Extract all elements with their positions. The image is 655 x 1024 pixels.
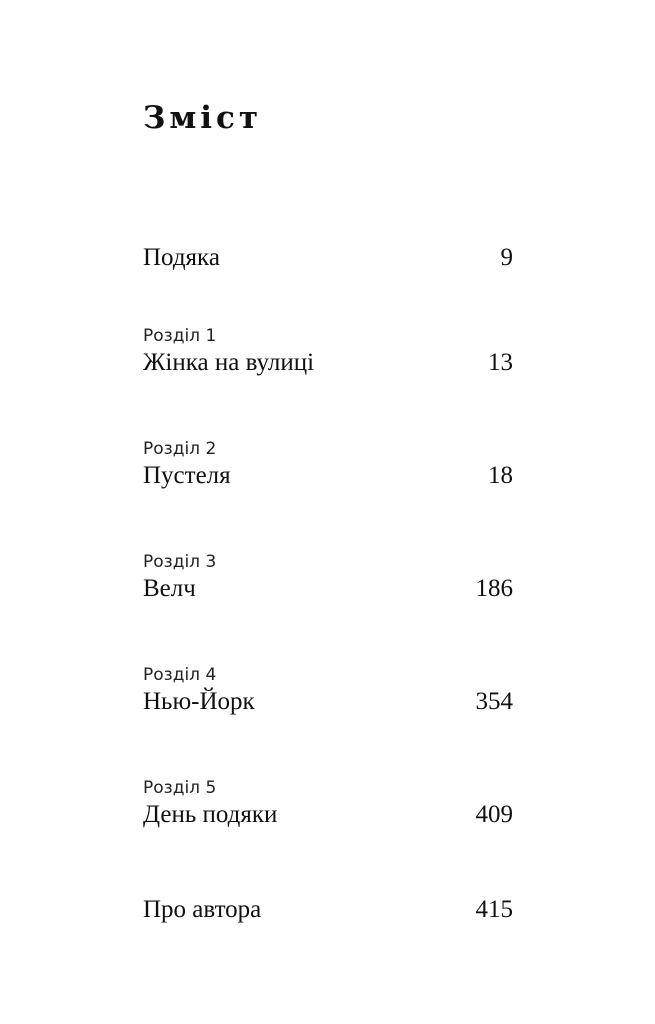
entry-line <box>143 242 513 274</box>
entry-page-number: 415 <box>475 896 513 923</box>
toc-entry-chapter-2[interactable] <box>143 438 513 492</box>
entry-line <box>143 347 513 379</box>
chapter-label: Розділ 5 <box>143 778 217 798</box>
entry-title: Жінка на вулиці <box>143 349 315 376</box>
entry-line <box>143 686 513 718</box>
entry-title: Нью-Йорк <box>143 688 255 715</box>
entry-page-number: 409 <box>475 801 513 828</box>
entry-title: Пустеля <box>143 462 231 489</box>
entry-title: Про автора <box>143 896 262 923</box>
entry-title: Подяка <box>143 244 220 271</box>
chapter-label: Розділ 2 <box>143 439 217 459</box>
entry-title: День подяки <box>143 801 278 828</box>
chapter-label: Розділ 4 <box>143 665 217 685</box>
entry-line <box>143 799 513 831</box>
entry-line <box>143 573 513 605</box>
entry-line <box>143 460 513 492</box>
toc-entry-acknowledgements[interactable] <box>143 242 513 274</box>
toc-entry-chapter-1[interactable] <box>143 325 513 379</box>
chapter-label: Розділ 3 <box>143 552 217 572</box>
toc-entry-chapter-4[interactable] <box>143 664 513 718</box>
entry-page-number: 186 <box>475 575 513 602</box>
entry-page-number: 354 <box>475 688 513 715</box>
toc-entry-chapter-3[interactable] <box>143 551 513 605</box>
page-title: Зміст <box>143 100 263 136</box>
entry-line <box>143 894 513 926</box>
entry-title: Велч <box>143 575 196 602</box>
toc-entry-about-author[interactable] <box>143 894 513 926</box>
entry-page-number: 13 <box>488 349 513 376</box>
entry-page-number: 9 <box>500 244 513 271</box>
chapter-label: Розділ 1 <box>143 326 217 346</box>
entry-page-number: 18 <box>488 462 513 489</box>
toc-entry-chapter-5[interactable] <box>143 777 513 831</box>
